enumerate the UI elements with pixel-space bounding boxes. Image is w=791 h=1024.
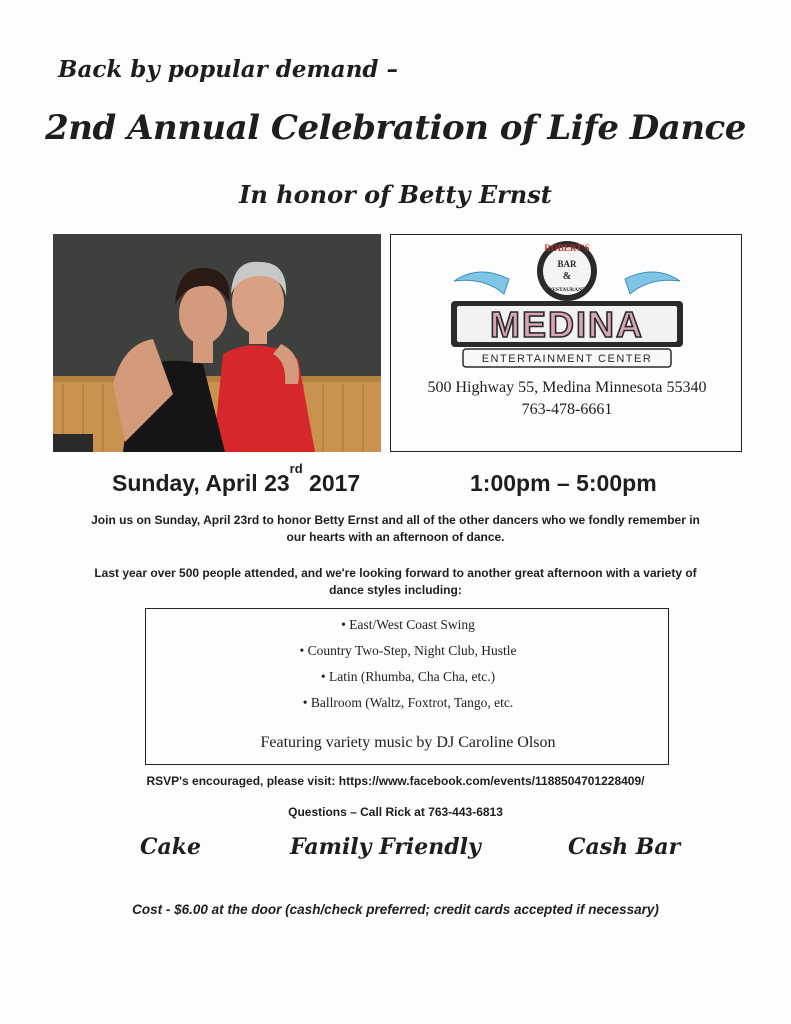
medina-logo <box>449 239 685 376</box>
style-item: • East/West Coast Swing <box>341 617 475 632</box>
venue-address: 500 Highway 55, Medina Minnesota 55340 <box>427 379 707 396</box>
date-suffix: rd <box>289 461 303 477</box>
logo-name: MEDINA <box>490 304 644 345</box>
style-item: • Country Two-Step, Night Club, Hustle <box>299 643 517 658</box>
feature-family-friendly: Family Friendly <box>290 834 481 860</box>
style-item: • Latin (Rhumba, Cha Cha, etc.) <box>320 669 496 684</box>
attendance-paragraph: Last year over 500 people attended, and we're looking forward to another great afternoon with a variety of dance styles including: <box>94 566 697 597</box>
venue-phone: 763-478-6661 <box>521 401 613 418</box>
logo-amp: & <box>562 271 572 282</box>
rsvp-text: RSVP's encouraged, please visit: https://www.facebook.com/events/1188504701228409/ <box>146 774 645 788</box>
venue-box <box>390 234 742 452</box>
page-title: 2nd Annual Celebration of Life Dance <box>45 108 746 148</box>
logo-bar-text: BAR <box>557 259 577 269</box>
cost-text: Cost - $6.00 at the door (cash/check preferred; credit cards accepted if necessary) <box>132 902 659 917</box>
questions-text: Questions – Call Rick at 763-443-6813 <box>288 805 503 819</box>
dance-styles-box <box>145 608 669 765</box>
honor-subtitle: In honor of Betty Ernst <box>239 180 552 209</box>
intro-paragraph: Join us on Sunday, April 23rd to honor Betty Ernst and all of the other dancers who we fondly remember in our hearts with an afternoon of dance. <box>91 513 700 544</box>
feature-cake: Cake <box>140 834 202 860</box>
logo-arc-text: ROBERT'S <box>544 243 590 253</box>
date-year: 2017 <box>302 470 361 496</box>
couple-photo <box>53 234 381 452</box>
style-item: • Ballroom (Waltz, Foxtrot, Tango, etc. <box>302 695 514 710</box>
feature-cash-bar: Cash Bar <box>568 834 681 860</box>
dj-credit: Featuring variety music by DJ Caroline Olson <box>260 734 556 751</box>
kicker-text: Back by popular demand – <box>58 56 399 83</box>
logo-subtitle: ENTERTAINMENT CENTER <box>481 353 653 365</box>
event-date <box>112 461 361 497</box>
logo-restaurant-text: RESTAURANT <box>548 287 586 293</box>
event-time: 1:00pm – 5:00pm <box>470 470 657 496</box>
date-main: Sunday, April 23 <box>112 470 290 496</box>
